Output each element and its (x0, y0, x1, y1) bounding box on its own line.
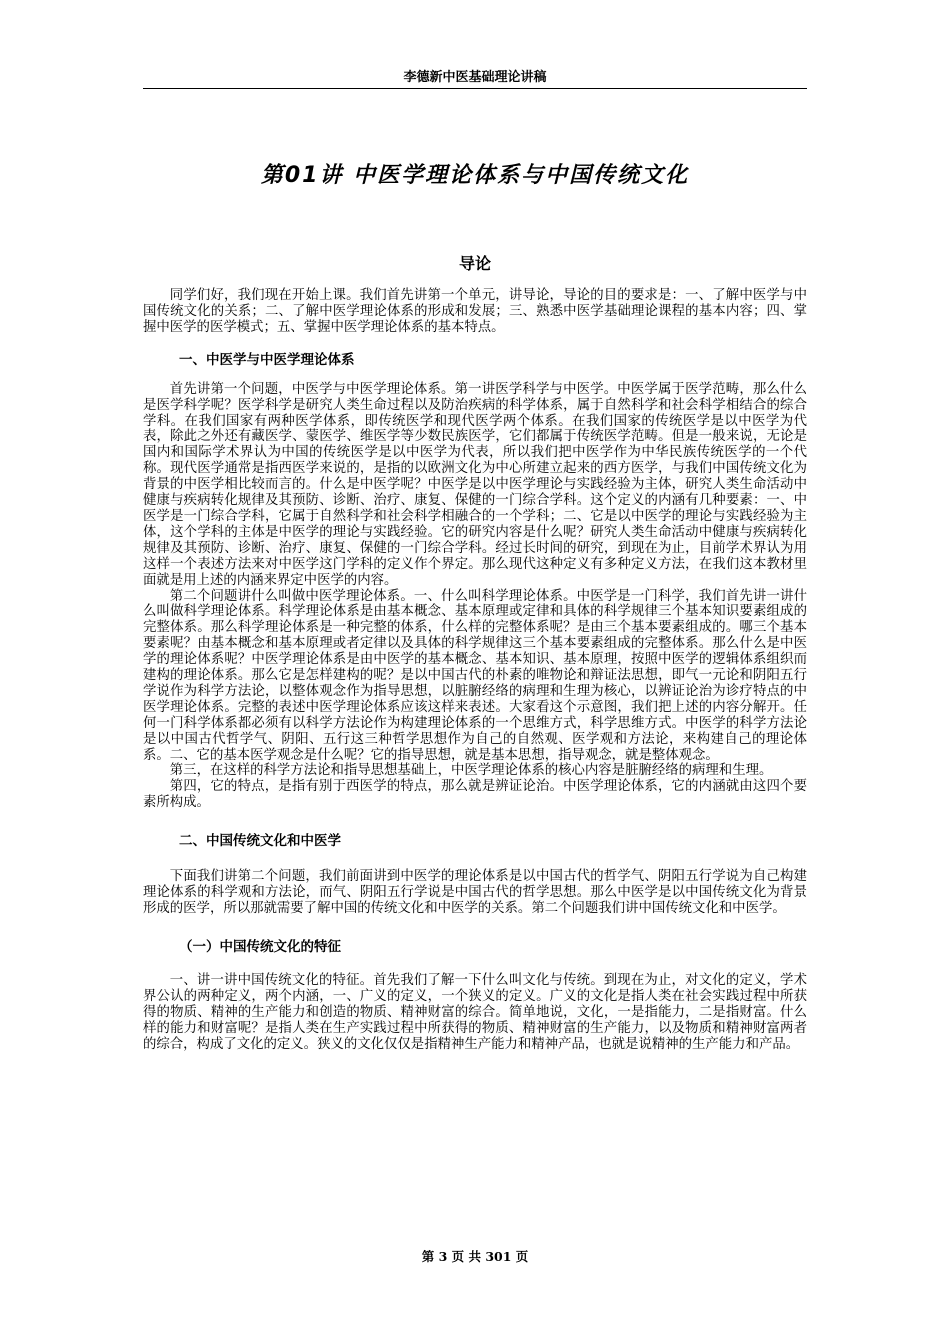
page-footer: 第 3 页 共 301 页 (421, 1249, 529, 1264)
section-1-heading: 一、中医学与中医学理论体系 (179, 351, 355, 368)
section-1-paragraph-1: 首先讲第一个问题，中医学与中医学理论体系。第一讲医学科学与中医学。中医学属于医学范畴，那么什么是医学科学呢？医学科学是研究人类生命过程以及防治疾病的科学体系，属于自然科学和社会科学相结合的综合学科。在我们国家有两种医学体系，即传统医学和现代医学两个体系。在我们国家的传统医学是以中医学为代表，除此之外还有藏医学、蒙医学、维医学等少数民族医学，它们都属于传统医学范畴。但是一般来说，无论是国内和国际学术界认为中国的传统医学是以中医学为代表，所以我们把中医学作为中华民族传统医学的一个代称。现代医学通常是指西医学来说的，是指的以欧洲文化为中心所建立起来的西方医学，与我们中国传统文化为背景的中医学相比较而言的。什么是中医学呢？中医学是以中医学理论与实践经验为主体，研究人类生命活动中健康与疾病转化规律及其预防、诊断、治疗、康复、保健的一门综合学科。这个定义的内涵有几种要素：一、中医学是一门综合学科，它属于自然科学和社会科学相融合的一个学科；二、它是以中医学的理论与实践经验为主体，这个学科的主体是中医学的理论与实践经验。它的研究内容是什么呢？研究人类生命活动中健康与疾病转化规律及其预防、诊断、治疗、康复、保健的一门综合学科。经过长时间的研究，到现在为止，目前学术界认为用这样一个表述方法来对中医学这门学科的定义作个界定。那么现代这种定义有多种定义方法，在我们这本教材里面就是用上述的内涵来界定中医学的内容。 (143, 381, 807, 588)
section-1-paragraph-3: 第三，在这样的科学方法论和指导思想基础上，中医学理论体系的核心内容是脏腑经络的病理和生理。 (169, 763, 773, 779)
header-rule (143, 88, 807, 89)
section-1-paragraph-2: 第二个问题讲什么叫做中医学理论体系。一、什么叫科学理论体系。中医学是一门科学，我们首先讲一讲什么叫做科学理论体系。科学理论体系是由基本概念、基本原理或定律和具体的科学规律三个基本知识要素组成的完整体系。那么科学理论体系是一种完整的体系，什么样的完整体系呢？是由三个基本要素组成的。哪三个基本要素呢？由基本概念和基本原理或者定律以及具体的科学规律这三个基本要素组成的完整体系。那么什么是中医学的理论体系呢？中医学理论体系是由中医学的基本概念、基本知识、基本原理，按照中医学的逻辑体系组织而建构的理论体系。那么它是怎样建构的呢？是以中国古代的朴素的唯物论和辩证法思想，即气一元论和阴阳五行学说作为科学方法论，以整体观念作为指导思想，以脏腑经络的病理和生理为核心，以辨证论治为诊疗特点的中医学理论体系。完整的表述中医学理论体系应该这样来表述。大家看这个示意图，我们把上述的内容分解开。任何一门科学体系都必须有以科学方法论作为构建理论体系的一个思维方式，科学思维方式。中医学的科学方法论是以中国古代哲学气、阴阳、五行这三种哲学思想作为自己的自然观、医学观和方法论，来构建自己的理论体系。二、它的基本医学观念是什么呢？它的指导思想，就是基本思想，指导观念，就是整体观念。 (143, 588, 807, 763)
page-content (143, 150, 807, 1052)
section-2-paragraph: 下面我们讲第二个问题，我们前面讲到中医学的理论体系是以中国古代的哲学气、阴阳五行学说为自己构建理论体系的科学观和方法论，而气、阴阳五行学说是中国古代的哲学思想。那么中医学是以中国传统文化为背景形成的医学，所以那就需要了解中国的传统文化和中医学的关系。第二个问题我们讲中国传统文化和中医学。 (143, 869, 807, 916)
chapter-title: 第01讲 中医学理论体系与中国传统文化 (260, 163, 690, 188)
subsection-heading: （一）中国传统文化的特征 (179, 938, 341, 955)
section-2-heading: 二、中国传统文化和中医学 (179, 833, 341, 850)
section-1-paragraph-4: 第四，它的特点，是指有别于西医学的特点，那么就是辨证论治。中医学理论体系，它的内涵就由这四个要素所构成。 (143, 779, 807, 811)
subsection-paragraph: 一、讲一讲中国传统文化的特征。首先我们了解一下什么叫文化与传统。到现在为止，对文化的定义，学术界公认的两种定义，两个内涵，一、广义的定义，一个狭义的定义。广义的文化是指人类在社会实践过程中所获得的物质、精神的生产能力和创造的物质、精神财富的综合。简单地说，文化，一是指能力，二是指财富。什么样的能力和财富呢？是指人类在生产实践过程中所获得的物质、精神财富的生产能力，以及物质和精神财富两者的综合，构成了文化的定义。狭义的文化仅仅是指精神生产能力和精神产品，也就是说精神的生产能力和产品。 (143, 972, 807, 1052)
running-header: 李德新中医基础理论讲稿 (403, 70, 547, 85)
intro-paragraph: 同学们好，我们现在开始上课。我们首先讲第一个单元，讲导论，导论的目的要求是：一、了解中医学与中国传统文化的关系；二、了解中医学理论体系的形成和发展；三、熟悉中医学基础理论课程的基本内容；四、掌握中医学的医学模式；五、掌握中医学理论体系的基本特点。 (143, 288, 807, 335)
intro-title: 导论 (458, 254, 491, 273)
